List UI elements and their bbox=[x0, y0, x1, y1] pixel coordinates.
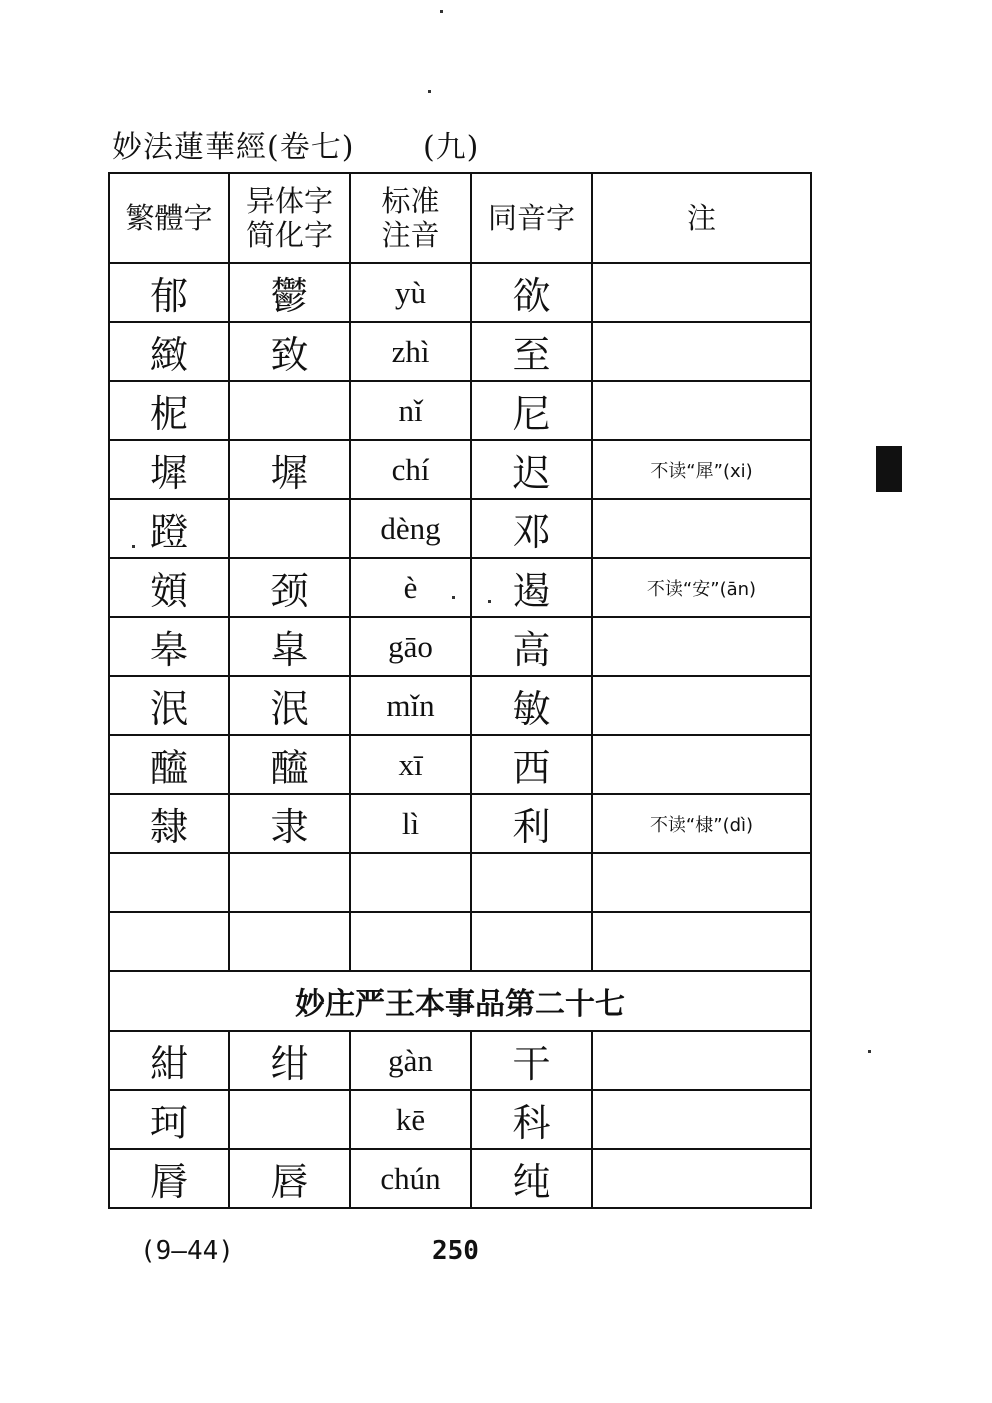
cell-note bbox=[592, 263, 811, 322]
cell-homophone: 利 bbox=[471, 794, 592, 853]
table-row bbox=[109, 617, 811, 676]
cell-pinyin: gāo bbox=[350, 617, 471, 676]
cell-homophone: 遏 bbox=[471, 558, 592, 617]
cell-traditional: 脣 bbox=[109, 1149, 229, 1208]
cell-traditional: 皋 bbox=[109, 617, 229, 676]
cell-traditional: 蹬 bbox=[109, 499, 229, 558]
table-header bbox=[109, 173, 811, 263]
cell-note bbox=[592, 1090, 811, 1149]
scan-speck bbox=[452, 596, 455, 599]
table-row bbox=[109, 912, 811, 971]
cell-traditional: 緻 bbox=[109, 322, 229, 381]
cell-note: 不读“安”(ān) bbox=[592, 558, 811, 617]
cell-pinyin: mǐn bbox=[350, 676, 471, 735]
cell-variant bbox=[229, 912, 350, 971]
cell-pinyin bbox=[350, 912, 471, 971]
table-row bbox=[109, 263, 811, 322]
table-row bbox=[109, 676, 811, 735]
table-row bbox=[109, 794, 811, 853]
cell-note bbox=[592, 1149, 811, 1208]
margin-mark bbox=[876, 446, 902, 492]
cell-traditional: 紺 bbox=[109, 1031, 229, 1090]
scan-speck bbox=[132, 545, 135, 548]
cell-variant: 墀 bbox=[229, 440, 350, 499]
cell-pinyin: kē bbox=[350, 1090, 471, 1149]
page-number: 250 bbox=[432, 1236, 479, 1266]
cell-traditional: 郁 bbox=[109, 263, 229, 322]
cell-pinyin: dèng bbox=[350, 499, 471, 558]
cell-traditional: 珂 bbox=[109, 1090, 229, 1149]
cell-variant: 致 bbox=[229, 322, 350, 381]
cell-pinyin: lì bbox=[350, 794, 471, 853]
cell-pinyin: xī bbox=[350, 735, 471, 794]
header-note: 注 bbox=[592, 173, 811, 263]
cell-variant: 泯 bbox=[229, 676, 350, 735]
cell-traditional: 泯 bbox=[109, 676, 229, 735]
cell-traditional bbox=[109, 912, 229, 971]
cell-pinyin: chún bbox=[350, 1149, 471, 1208]
cell-pinyin: zhì bbox=[350, 322, 471, 381]
table-row bbox=[109, 1090, 811, 1149]
book-title: 妙法蓮華經(卷七) bbox=[112, 130, 355, 165]
cell-variant bbox=[229, 499, 350, 558]
cell-homophone: 邓 bbox=[471, 499, 592, 558]
cell-homophone: 干 bbox=[471, 1031, 592, 1090]
cell-homophone: 西 bbox=[471, 735, 592, 794]
header-homophone: 同音字 bbox=[471, 173, 592, 263]
cell-variant: 颈 bbox=[229, 558, 350, 617]
table-row bbox=[109, 735, 811, 794]
header-pinyin: 标准 注音 bbox=[350, 173, 471, 263]
cell-pinyin: nǐ bbox=[350, 381, 471, 440]
cell-homophone: 敏 bbox=[471, 676, 592, 735]
cell-homophone: 尼 bbox=[471, 381, 592, 440]
cell-note: 不读“犀”(xi) bbox=[592, 440, 811, 499]
cell-traditional: 柅 bbox=[109, 381, 229, 440]
cell-homophone: 至 bbox=[471, 322, 592, 381]
cell-homophone bbox=[471, 853, 592, 912]
table-row bbox=[109, 322, 811, 381]
footer-code: (9—44) bbox=[140, 1236, 234, 1266]
cell-variant: 绀 bbox=[229, 1031, 350, 1090]
cell-pinyin: gàn bbox=[350, 1031, 471, 1090]
table-row bbox=[109, 1149, 811, 1208]
cell-variant bbox=[229, 381, 350, 440]
cell-homophone: 纯 bbox=[471, 1149, 592, 1208]
cell-note bbox=[592, 912, 811, 971]
cell-pinyin: è bbox=[350, 558, 471, 617]
scan-speck bbox=[868, 1050, 871, 1053]
cell-homophone: 高 bbox=[471, 617, 592, 676]
cell-traditional: 頞 bbox=[109, 558, 229, 617]
cell-variant: 皐 bbox=[229, 617, 350, 676]
cell-note bbox=[592, 499, 811, 558]
table-row bbox=[109, 853, 811, 912]
header-traditional: 繁體字 bbox=[109, 173, 229, 263]
table-row bbox=[109, 1031, 811, 1090]
cell-note bbox=[592, 322, 811, 381]
cell-traditional: 醯 bbox=[109, 735, 229, 794]
cell-traditional: 墀 bbox=[109, 440, 229, 499]
cell-pinyin bbox=[350, 853, 471, 912]
cell-traditional: 隸 bbox=[109, 794, 229, 853]
cell-homophone: 欲 bbox=[471, 263, 592, 322]
volume-label: (九) bbox=[422, 130, 480, 165]
scan-speck bbox=[428, 90, 431, 93]
cell-note bbox=[592, 381, 811, 440]
section-title: 妙庄严王本事品第二十七 bbox=[109, 971, 811, 1031]
header-variant: 异体字 简化字 bbox=[229, 173, 350, 263]
table-row bbox=[109, 499, 811, 558]
scan-speck bbox=[440, 10, 443, 13]
cell-note bbox=[592, 617, 811, 676]
cell-note bbox=[592, 853, 811, 912]
cell-note bbox=[592, 676, 811, 735]
cell-variant: 隶 bbox=[229, 794, 350, 853]
section-heading-row bbox=[109, 971, 811, 1031]
table-row bbox=[109, 558, 811, 617]
cell-homophone bbox=[471, 912, 592, 971]
table-row bbox=[109, 381, 811, 440]
scan-speck bbox=[488, 600, 491, 603]
cell-note: 不读“棣”(dì) bbox=[592, 794, 811, 853]
cell-variant: 醯 bbox=[229, 735, 350, 794]
cell-variant bbox=[229, 1090, 350, 1149]
table-row bbox=[109, 440, 811, 499]
cell-variant: 唇 bbox=[229, 1149, 350, 1208]
cell-pinyin: chí bbox=[350, 440, 471, 499]
cell-traditional bbox=[109, 853, 229, 912]
cell-homophone: 科 bbox=[471, 1090, 592, 1149]
cell-pinyin: yù bbox=[350, 263, 471, 322]
cell-note bbox=[592, 735, 811, 794]
character-table bbox=[108, 172, 812, 1209]
cell-variant: 鬱 bbox=[229, 263, 350, 322]
cell-homophone: 迟 bbox=[471, 440, 592, 499]
cell-note bbox=[592, 1031, 811, 1090]
cell-variant bbox=[229, 853, 350, 912]
page-title bbox=[112, 122, 479, 166]
